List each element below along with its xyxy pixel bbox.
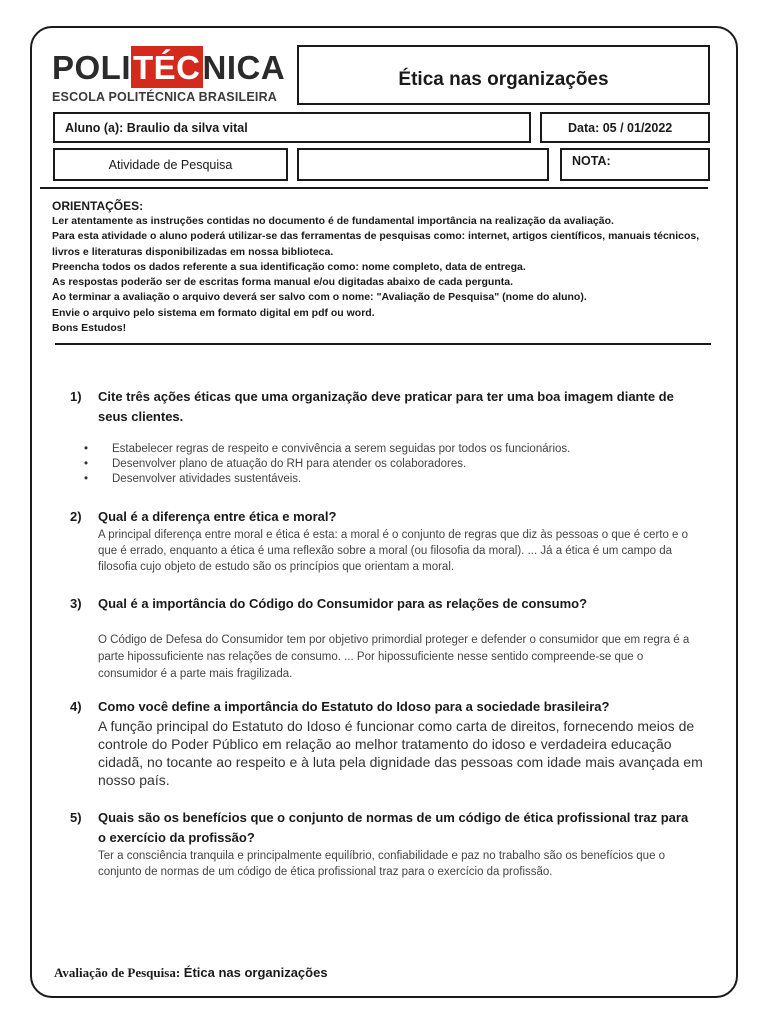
- logo-subtitle: ESCOLA POLITÉCNICA BRASILEIRA: [52, 90, 278, 104]
- logo-wordmark: [52, 46, 285, 88]
- question-5: [70, 808, 690, 880]
- answer-text: A principal diferença entre moral e ética é esta: a moral é o conjunto de regras que diz às pessoas o que é certo e o que é errado, enquanto a ética é uma reflexão sobre a moral (ou filosofia da moral). ... Já a ética é um campo da filosofia cujo objeto de estudo são os princípios que orientam a moral.: [98, 529, 689, 573]
- header-divider: [40, 187, 708, 189]
- orientation-line: Bons Estudos!: [52, 322, 127, 335]
- question-3: [70, 594, 690, 683]
- orientations-divider: [55, 343, 711, 345]
- question-text: Como você define a importância do Estatuto do Idoso para a sociedade brasileira?: [98, 699, 610, 714]
- footer: [54, 965, 328, 981]
- logo-highlight: TÉC: [131, 46, 203, 88]
- question-2: [70, 507, 690, 575]
- orientation-line: Para esta atividade o aluno poderá utilizar-se das ferramentas de pesquisas como: internet, artigos científicos, manuais técnicos, livros e literaturas disponibilizadas em nossa biblioteca.: [52, 230, 700, 258]
- question-text: Cite três ações éticas que uma organização deve praticar para ter uma boa imagem diante de seus clientes.: [98, 389, 674, 424]
- orientations-title: ORIENTAÇÕES:: [52, 199, 144, 213]
- orientation-line: Ao terminar a avaliação o arquivo deverá ser salvo com o nome: "Avaliação de Pesquisa" (nome do aluno).: [52, 291, 587, 304]
- question-number: 5): [70, 810, 82, 825]
- question-4: [70, 697, 703, 789]
- logo: [52, 46, 292, 108]
- question-1: [70, 387, 690, 487]
- logo-prefix: POLI: [52, 48, 132, 86]
- title-box: [297, 45, 710, 105]
- question-number: 1): [70, 389, 82, 404]
- document-title: Ética nas organizações: [398, 69, 609, 90]
- question-number: 3): [70, 596, 82, 611]
- question-number: 2): [70, 509, 82, 524]
- date-value: Data: 05 / 01/2022: [568, 120, 673, 135]
- logo-suffix: NICA: [202, 48, 286, 86]
- answer-text: A função principal do Estatuto do Idoso é funcionar como carta de direitos, fornecendo meios de controle do Poder Público em relação ao melhor tratamento do idoso e verdadeira educação cidadã, no tocante ao respeito e à luta pela dignidade das pessoas com idade mais avançada em nosso país.: [98, 718, 703, 788]
- question-text: Qual é a importância do Código do Consumidor para as relações de consumo?: [98, 596, 588, 611]
- orientations: [52, 198, 712, 336]
- student-name: Aluno (a): Braulio da silva vital: [65, 120, 248, 135]
- list-item: • Desenvolver plano de atuação do RH para atender os colaboradores.: [84, 457, 690, 472]
- question-text: Qual é a diferença entre ética e moral?: [98, 509, 337, 524]
- activity-label: Atividade de Pesquisa: [108, 157, 233, 172]
- orientation-line: Ler atentamente as instruções contidas no documento é de fundamental importância na realização da avaliação.: [52, 215, 614, 227]
- orientation-line: As respostas poderão ser de escritas forma manual e/ou digitadas abaixo de cada pergunta.: [52, 276, 513, 289]
- list-item: • Estabelecer regras de respeito e convivência a serem seguidas por todos os funcionários.: [84, 442, 690, 457]
- orientation-line: Envie o arquivo pelo sistema em formato digital em pdf ou word.: [52, 306, 375, 319]
- blank-field[interactable]: [297, 148, 549, 181]
- student-field[interactable]: [53, 112, 531, 143]
- grade-field[interactable]: [560, 148, 710, 181]
- answer-text: O Código de Defesa do Consumidor tem por objetivo primordial proteger e defender o consumidor que em regra é a parte hipossuficiente nas relações de consumo. ... Por hipossuficiente nesse sentido compreende-se que o consumidor é a parte mais fragilizada.: [98, 634, 690, 680]
- question-number: 4): [70, 699, 82, 714]
- date-field[interactable]: [540, 112, 710, 143]
- list-item: • Desenvolver atividades sustentáveis.: [84, 472, 690, 487]
- grade-label: NOTA:: [572, 154, 611, 168]
- activity-field: [53, 148, 288, 181]
- footer-subject: Ética nas organizações: [183, 965, 328, 980]
- footer-label: Avaliação de Pesquisa:: [54, 965, 181, 980]
- answer-text: Ter a consciência tranquila e principalmente equilíbrio, confiabilidade e paz no trabalho são os benefícios que o conjunto de normas de um código de ética profissional traz para o exercício da profissão.: [98, 850, 666, 878]
- orientation-line: Preencha todos os dados referente a sua identificação como: nome completo, data de entrega.: [52, 260, 526, 273]
- answer-list: [84, 442, 690, 487]
- question-text: Quais são os benefícios que o conjunto de normas de um código de ética profissional traz para o exercício da profissão?: [98, 810, 689, 845]
